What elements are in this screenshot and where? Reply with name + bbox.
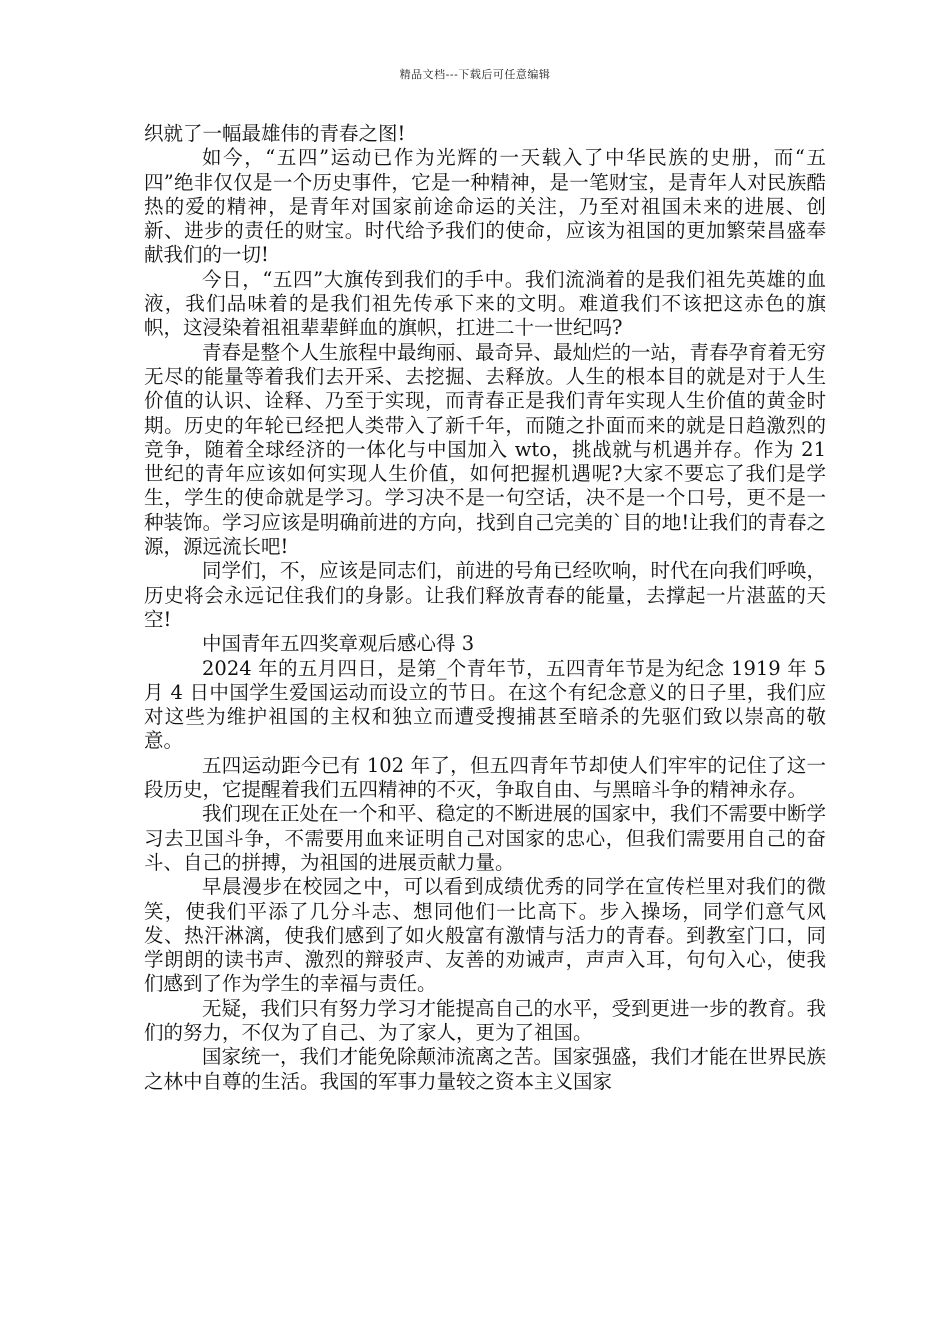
paragraph: 2024 年的五月四日，是第_个青年节，五四青年节是为纪念 1919 年 5 月 4 日中国学生爱国运动而设立的节日。在这个有纪念意义的日子里，我们应对这些为维护祖国的主权和独立而遭受搜捕甚至暗杀的先驱们致以崇高的敬意。	[144, 656, 826, 753]
paragraph: 我们现在正处在一个和平、稳定的不断进展的国家中，我们不需要中断学习去卫国斗争，不需要用血来证明自己对国家的忠心，但我们需要用自己的奋斗、自己的拼搏，为祖国的进展贡献力量。	[144, 802, 827, 874]
section-heading: 中国青年五四奖章观后感心得 3	[202, 632, 475, 656]
page-header: 精品文档---下载后可任意编辑	[399, 68, 551, 81]
paragraph: 早晨漫步在校园之中，可以看到成绩优秀的同学在宣传栏里对我们的微笑，使我们平添了几分斗志、想同他们一比高下。步入操场，同学们意气风发、热汗淋漓，使我们感到了如火般富有激情与活力的青春。到教室门口，同学朗朗的读书声、激烈的辩驳声、友善的劝诫声，声声入耳，句句入心，使我们感到了作为学生的幸福与责任。	[144, 875, 826, 996]
paragraph: 今日，“五四”大旗传到我们的手中。我们流淌着的是我们祖先英雄的血液，我们品味着的是我们祖先传承下来的文明。难道我们不该把这赤色的旗帜，这浸染着祖祖辈辈鲜血的旗帜，扛进二十一世纪吗?	[144, 267, 826, 340]
paragraph: 同学们，不，应该是同志们，前进的号角已经吹响，时代在向我们呼唤，历史将会永远记住我们的身影。让我们释放青春的能量，去撑起一片湛蓝的天空!	[144, 559, 827, 631]
document-body	[144, 122, 826, 1094]
paragraph-continuation: 织就了一幅最雄伟的青春之图!	[144, 122, 406, 145]
paragraph: 国家统一，我们才能免除颠沛流离之苦。国家强盛，我们才能在世界民族之林中自尊的生活。我国的军事力量较之资本主义国家	[144, 1045, 827, 1093]
paragraph: 五四运动距今已有 102 年了，但五四青年节却使人们牢牢的记住了这一段历史，它提醒着我们五四精神的不灭，争取自由、与黑暗斗争的精神永存。	[144, 753, 826, 802]
paragraph: 青春是整个人生旅程中最绚丽、最奇异、最灿烂的一站，青春孕育着无穷无尽的能量等着我们去开采、去挖掘、去释放。人生的根本目的就是对于人生价值的认识、诠释、乃至于实现，而青春正是我们青年实现人生价值的黄金时期。历史的年轮已经把人类带入了新千年，而随之扑面而来的就是日趋激烈的竞争，随着全球经济的一体化与中国加入 wto，挑战就与机遇并存。作为 21 世纪的青年应该如何实现人生价值，如何把握机遇呢?大家不要忘了我们是学生，学生的使命就是学习。学习决不是一句空话，决不是一个口号，更不是一种装饰。学习应该是明确前进的方向，找到自己完美的`目的地!让我们的青春之源，源远流长吧!	[144, 340, 827, 559]
paragraph: 如今，“五四”运动已作为光辉的一天载入了中华民族的史册，而“五四”绝非仅仅是一个历史事件，它是一种精神，是一笔财宝，是青年人对民族酷热的爱的精神，是青年对国家前途命运的关注，乃至对祖国未来的进展、创新、进步的责任的财宝。时代给予我们的使命，应该为祖国的更加繁荣昌盛奉献我们的一切!	[144, 146, 826, 267]
paragraph: 无疑，我们只有努力学习才能提高自己的水平，受到更进一步的教育。我们的努力，不仅为了自己、为了家人，更为了祖国。	[144, 996, 827, 1044]
